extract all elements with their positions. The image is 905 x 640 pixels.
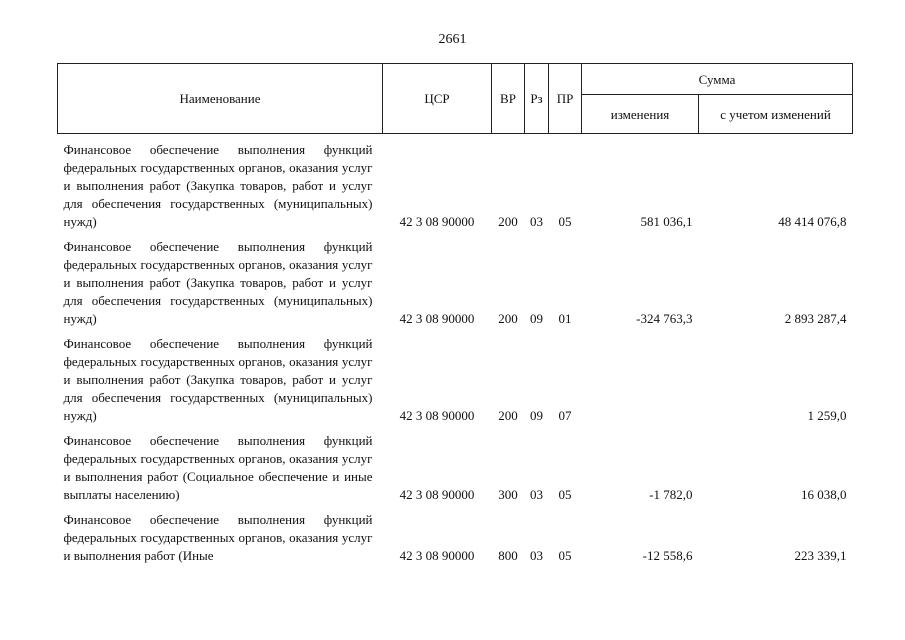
row-rz: 03 xyxy=(530,548,543,563)
table-row xyxy=(58,511,853,572)
row-pr: 05 xyxy=(558,548,572,563)
row-with-change: 48 414 076,8 xyxy=(778,214,847,229)
row-csr: 42 3 08 90000 xyxy=(399,487,475,502)
header-rz: Рз xyxy=(525,64,549,134)
row-vr: 300 xyxy=(498,487,518,502)
row-with-change: 16 038,0 xyxy=(801,487,847,502)
row-name: Финансовое обеспечение выполнения функций федеральных государственных органов, оказания услуг и выполнения работ (Закупка товаров, работ и услуг для обеспечения государственных (муниципальных) нужд) xyxy=(63,336,373,423)
header-change: изменения xyxy=(582,95,699,134)
row-csr: 42 3 08 90000 xyxy=(399,408,475,423)
header-sum: Сумма xyxy=(582,64,853,95)
table-row xyxy=(58,238,853,335)
row-vr: 200 xyxy=(498,408,518,423)
row-csr: 42 3 08 90000 xyxy=(399,548,475,563)
row-name: Финансовое обеспечение выполнения функций федеральных государственных органов, оказания услуг и выполнения работ (Иные xyxy=(63,512,373,563)
table-row xyxy=(58,335,853,432)
row-pr: 05 xyxy=(558,214,572,229)
row-change: -324 763,3 xyxy=(636,311,693,326)
row-rz: 09 xyxy=(530,408,543,423)
row-pr: 01 xyxy=(558,311,572,326)
row-change: -12 558,6 xyxy=(642,548,693,563)
row-vr: 200 xyxy=(498,214,518,229)
row-rz: 03 xyxy=(530,487,543,502)
header-name: Наименование xyxy=(58,64,383,134)
row-name: Финансовое обеспечение выполнения функций федеральных государственных органов, оказания услуг и выполнения работ (Закупка товаров, работ и услуг для обеспечения государственных (муниципальных) нужд) xyxy=(63,239,373,326)
table-row xyxy=(58,134,853,239)
row-csr: 42 3 08 90000 xyxy=(399,311,475,326)
row-change: 581 036,1 xyxy=(640,214,693,229)
header-vr: ВР xyxy=(492,64,525,134)
header-pr: ПР xyxy=(549,64,582,134)
row-pr: 07 xyxy=(558,408,572,423)
budget-table xyxy=(57,63,853,572)
row-rz: 03 xyxy=(530,214,543,229)
header-with-change: с учетом изменений xyxy=(699,95,853,134)
row-with-change: 1 259,0 xyxy=(807,408,847,423)
row-name: Финансовое обеспечение выполнения функций федеральных государственных органов, оказания услуг и выполнения работ (Закупка товаров, работ и услуг для обеспечения государственных (муниципальных) нужд) xyxy=(63,142,373,229)
row-rz: 09 xyxy=(530,311,543,326)
page-number: 2661 xyxy=(438,32,467,47)
row-change: -1 782,0 xyxy=(649,487,693,502)
table-row xyxy=(58,432,853,511)
row-vr: 200 xyxy=(498,311,518,326)
row-csr: 42 3 08 90000 xyxy=(399,214,475,229)
row-vr: 800 xyxy=(498,548,518,563)
row-with-change: 2 893 287,4 xyxy=(784,311,847,326)
row-name: Финансовое обеспечение выполнения функций федеральных государственных органов, оказания услуг и выполнения работ (Социальное обеспечение и иные выплаты населению) xyxy=(63,433,373,502)
header-csr: ЦСР xyxy=(383,64,492,134)
row-with-change: 223 339,1 xyxy=(794,548,847,563)
row-pr: 05 xyxy=(558,487,572,502)
row-change xyxy=(582,335,699,432)
